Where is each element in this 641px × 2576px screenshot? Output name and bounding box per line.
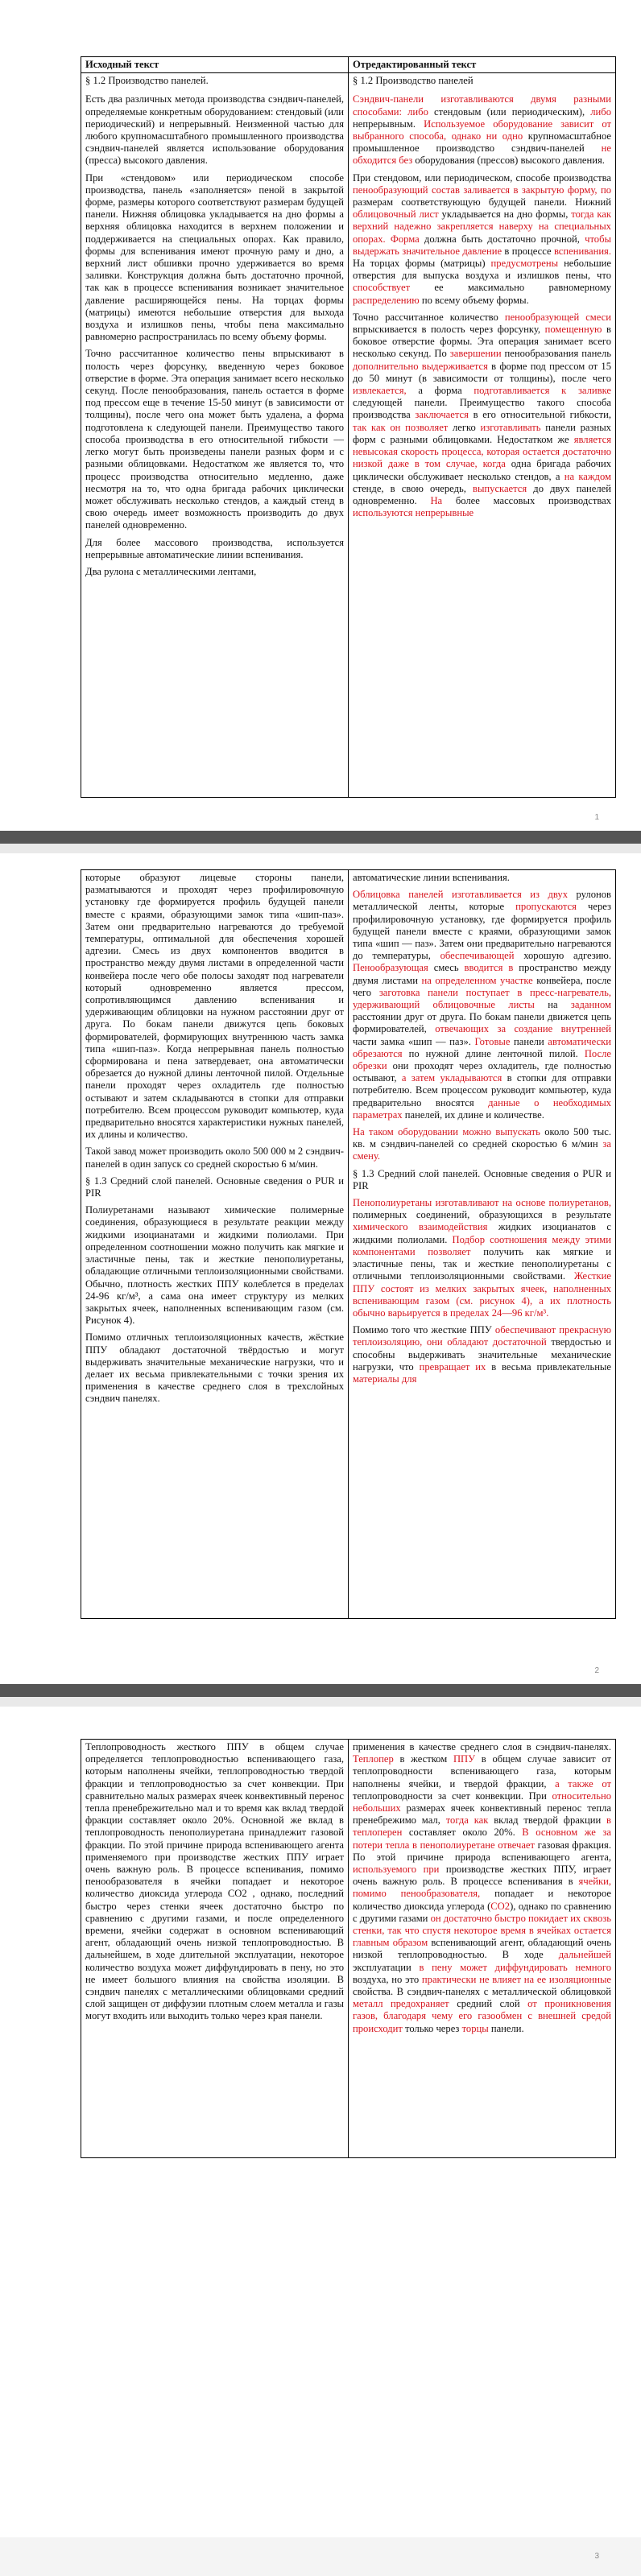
original-paragraphs	[85, 872, 344, 1406]
edited-text: заданном	[570, 999, 611, 1011]
kept-text: применения в качестве среднего слоя в сэндвич-панелях.	[353, 1741, 611, 1752]
kept-text: а форма	[418, 385, 474, 397]
paragraph	[353, 172, 611, 307]
kept-text: части замка «шип — паз».	[353, 1035, 475, 1047]
edited-text: Готовые	[474, 1035, 515, 1047]
edited-text: Пенообразующая	[353, 962, 434, 974]
kept-text: панели разных форм с разными облицовками. Недостатком же	[353, 421, 611, 445]
kept-text: жидких изоцианатов с жидкими полиолами.	[353, 1221, 611, 1245]
edited-paragraphs	[353, 93, 611, 519]
edited-text: пенополиуретане отвечает	[420, 1839, 538, 1851]
kept-text: конвейера, после чего	[353, 974, 611, 998]
paragraph: Точно рассчитанное количество пены впрыскивают в полость через форсунку, введенную через боковое отверстие в форме. Эта операция занимает всего несколько секунд. После пенообразования, панель остается в форме под прессом еще в течение 15-50 минут (в зависимости от толщины), после чего она может быть удалена, а форма подготовлена к следующей панели. Преимущество такого способа производства в его относительной гибкости — легко могут быть произведены панели разных форм и с разными облицовками. Недостатком же является то, что процесс производства относительно медленно, даже несмотря на то, что одна бригада рабочих циклически может обслуживать несколько стендов, а каждый стенд в свою очередь имеет возможность производить до двух панелей одновременно.	[85, 348, 344, 531]
kept-text: крупномасштабное промышленное производство сэндвич-панелей	[353, 130, 611, 155]
kept-text: вспенивающий агент, обладающий очень низкой теплопроводностью. В ходе	[353, 1937, 611, 1961]
kept-text: одна бригада рабочих циклически обслуживает несколько стендов, а	[353, 458, 611, 482]
kept-text: смесь	[433, 962, 465, 974]
edited-text: подготавливается к заливке	[474, 385, 611, 397]
kept-text: должна быть достаточно прочной,	[424, 233, 585, 245]
page-separator	[0, 831, 641, 844]
page-separator	[0, 1684, 641, 1697]
kept-text: получить как мягкие и эластичные пены, так и жесткие пенополиуретаны с отличными теплоизоляционными свойствами.	[353, 1245, 611, 1282]
edited-text: заливается в закрытую форму, по	[463, 184, 611, 196]
header-edited: Отредактированный текст	[349, 57, 616, 73]
paragraph	[353, 872, 611, 884]
kept-text: расстоянии друг от друга. По бокам панели движется цепь формирователей,	[353, 1011, 611, 1035]
edited-text: химического взаимодействия	[353, 1221, 498, 1233]
edited-text: является	[573, 433, 611, 445]
edited-text: за смену.	[353, 1138, 611, 1162]
edited-text: Подбор соотношения между этими компонентами позволяет	[353, 1233, 611, 1257]
kept-text: попадает и некоторое количество диоксида углерода (	[353, 1888, 611, 1912]
edited-text: выпускается	[473, 482, 534, 494]
edited-text: обеспечивающей	[440, 950, 524, 962]
kept-text: только через	[405, 2022, 462, 2034]
edited-text: надежно закрепляется наверху на специальных опорах.	[353, 221, 611, 245]
edited-text: Жесткие ППУ состоят из мелких закрытых ячеек, наполненных вспенивающим газом (см. рисунок 4), а их плотность обычно варьируется в пределах 24—96 кг/м³.	[353, 1270, 611, 1319]
edited-text: невысокая скорость процесса,	[353, 446, 487, 458]
kept-text: дно формы,	[516, 208, 572, 221]
kept-text: размерам соответствующую будущей панели. Нижний	[353, 196, 611, 208]
edited-text: ППУ	[453, 1753, 482, 1765]
edited-text: Облицовка панелей изготавливается из двух	[353, 889, 577, 901]
edited-text: либо	[590, 105, 611, 118]
page-number: 2	[594, 1666, 599, 1675]
kept-text: в жестком	[399, 1753, 453, 1765]
paragraph	[353, 1168, 611, 1192]
edited-text: остается главным образом	[353, 1925, 611, 1949]
paragraph	[353, 312, 611, 519]
kept-text: рулонов металлической ленты, которые	[353, 889, 611, 913]
paragraph	[353, 1197, 611, 1319]
kept-text: ), однако по сравнению с другими газами	[353, 1900, 611, 1924]
kept-text: стенде, в свою очередь,	[353, 482, 473, 494]
edited-text: CO	[490, 1900, 505, 1912]
edited-text: распределению	[353, 294, 422, 306]
edited-text: данные о необходимых параметрах	[353, 1096, 611, 1121]
kept-text: в боковое отверстие формы. Эта операция занимает всего несколько секунд. По	[353, 324, 611, 360]
paragraph: При «стендовом» или периодическом способе производства, панель «заполняется» пеной в закрытой форме, размеры которого соответствуют размерам будущей панели. Нижняя облицовка укладывается на дно формы а верхняя облицовка находится в верхнем положении и поддерживается на специальных опорах. Как правило, формы для вспенивания имеют прочную раму и дно, а верхний лист обшивки прочно удерживается во время заливки. Конструкция должна быть достаточно прочной, так как в процессе вспенивания возникает значительное давление расширяющейся пены. На торцах формы (матрицы) имеются небольшие отверстия для выхода воздуха и излишков пены, чтобы пена максимально равномерно распространилась по всему объему формы.	[85, 171, 344, 343]
kept-text: через профилировочную установку, где формируется профиль будущей панели вместе с краями, образующими замок типа «шип — паз». Затем они предварительно нагреваются до температуры,	[353, 901, 611, 962]
edited-text: Используемое оборудование зависит от выбранного способа, однако ни одно	[353, 118, 611, 142]
edited-text: которая остается достаточно низкой даже в том случае, когда	[353, 446, 611, 470]
kept-text: воздуха, но это	[353, 1973, 422, 1985]
kept-text: полимерных соединений, образующихся в результате	[353, 1209, 611, 1221]
kept-text: непрерывным.	[353, 118, 424, 130]
edited-text: он достаточно быстро покидает их сквозь стенки, так что спустя некоторое время в ячейках	[353, 1912, 611, 1937]
kept-text: около 500 тыс. кв. м сэндвич-панелей со средней скоростью 6 м/мин	[353, 1126, 611, 1150]
page-number: 3	[594, 2552, 599, 2561]
page-gap	[0, 844, 641, 853]
original-paragraphs	[85, 93, 344, 578]
kept-text: впрыскивается в полость через форсунку,	[353, 324, 545, 336]
edited-text: используются непрерывные	[353, 507, 474, 519]
edited-text: относительно небольших	[353, 1790, 611, 1814]
edited-text: используемого при	[353, 1864, 446, 1876]
kept-text: в общем случае зависит от теплопроводности вспенивающего газа, которым наполнены ячейки, и твердой фракции,	[353, 1753, 612, 1790]
edited-text: от проникновения газов, благодаря чему его газообмен с внешней средой происходит	[353, 1998, 611, 2034]
edited-text: На	[430, 494, 456, 506]
paragraph	[353, 1324, 611, 1385]
edited-text: облицовочный лист	[353, 208, 442, 221]
edited-text: 2	[504, 1900, 511, 1912]
edited-text: изготавливают на основе	[435, 1197, 549, 1209]
paragraph: Такой завод может производить около 500 000 м 2 сэндвич-панелей в один запуск со средней скоростью 6 м/мин.	[85, 1146, 344, 1170]
paragraph: Полиуретанами называют химические полимерные соединения, образующиеся в результате реакции между жидкими изоцианатами и жидкими полиолами. При определенном соотношении можно получить как мягкие и эластичные пены, так и жесткие пенополиуретаны, обладающие отличными теплоизоляционными свойствами. Обычно, плотность жестких ППУ колеблется в пределах 24-96 кг/м³, а сама она имеет структуру из мелких закрытых ячеек, наполненных вспенивающим газом (см. Рисунок 4).	[85, 1204, 344, 1327]
paragraph: Два рулона с металлическими лентами,	[85, 565, 257, 577]
kept-text: панели	[514, 1035, 548, 1047]
kept-text: размерах ячеек конвективный перенос тепла пренебрежимо мал,	[353, 1802, 611, 1827]
kept-text: производстве жестких ППУ, играет очень важную роль. В процессе вспенивания в	[353, 1864, 611, 1888]
edited-text: завершении	[449, 348, 505, 360]
kept-text: панели.	[490, 2022, 524, 2034]
edited-text: дальнейшей	[558, 1949, 611, 1961]
edited-text: В основном же	[522, 1827, 603, 1839]
edited-text: пенообразующей смеси	[504, 311, 612, 323]
paragraph	[353, 889, 611, 1121]
edited-text: в теплоперен	[353, 1814, 611, 1839]
kept-text: Помимо того что жесткие ППУ	[353, 1324, 495, 1336]
edited-text: На таком оборудовании можно выпускать	[353, 1126, 545, 1138]
kept-text: панелей, их длине и количестве.	[404, 1108, 544, 1121]
page-gap	[0, 1697, 641, 1707]
kept-text: твердостью и способны выдерживать значительные механические нагрузки, что	[353, 1336, 612, 1373]
edited-text: предохраняет	[391, 1998, 457, 2010]
paragraph	[353, 1741, 611, 2035]
edited-text: чтобы выдержать значительное давление	[353, 233, 611, 257]
edited-text: Сэндвич-панели	[353, 93, 441, 105]
kept-text: На торцах формы (матрицы)	[353, 258, 491, 270]
edited-text: автоматически обрезаются	[353, 1035, 611, 1059]
edited-text: состав	[431, 184, 464, 196]
page-2	[0, 853, 641, 1684]
kept-text: средний слой	[457, 1998, 528, 2010]
edited-text: вспенивания.	[553, 245, 611, 257]
edited-text: практически не влияет на ее изоляционные	[421, 1973, 612, 1985]
kept-text: укладывается на	[441, 208, 517, 221]
paragraph: Есть два различных метода производства сэндвич-панелей, определяемые конкретным оборудованием: стендовый (или периодический) и непрерывный. Неизменной частью для любого крупномасштабного промышленного производства сэндвич-панелей является использование оборудования (пресса) высокого давления.	[85, 93, 344, 167]
edited-text-cell	[349, 870, 616, 1619]
edited-text: в пену может диффундировать немного	[419, 1961, 611, 1973]
paragraph: Для более массового производства, используется непрерывные автоматические линии вспенивания.	[85, 536, 344, 560]
kept-text: При стендовом, или периодическом, способе производства	[353, 171, 611, 184]
kept-text: хорошую адгезию.	[523, 950, 611, 962]
kept-text: по нужной длине ленточной пилой.	[408, 1047, 585, 1059]
edited-text: пропускаются	[515, 901, 589, 913]
edited-paragraphs	[353, 872, 611, 1385]
kept-text: стендовым (или периодическим),	[434, 105, 591, 118]
edited-text: заключается	[415, 409, 474, 421]
paragraph	[353, 1126, 611, 1163]
kept-text: Точно рассчитанное количество	[353, 311, 505, 323]
edited-text: Пенополиуретаны	[353, 1197, 436, 1209]
edited-text: отвечающих за создание	[435, 1023, 561, 1035]
kept-text: легко	[452, 421, 481, 433]
edited-text: превращает их	[419, 1360, 492, 1373]
kept-text: в весьма привлекательные	[491, 1360, 611, 1373]
kept-text: следующей панели. Преимущество такого способа производства	[353, 397, 611, 421]
edited-text: торцы	[461, 2022, 491, 2034]
page-3	[0, 1707, 641, 2561]
edited-text: вводится в	[464, 962, 519, 974]
paragraph: Помимо отличных теплоизоляционных качеств, жёсткие ППУ обладают достаточной твёрдостью и могут выдерживать значительные механические нагрузки, что и делает их весьма привлекательными с точки зрения их применения в качестве среднего слоя в трехслойных сэндвич панелях.	[85, 1331, 344, 1405]
kept-text: оборудования (прессов) высокого давления.	[415, 155, 605, 167]
paragraph	[353, 93, 611, 167]
edited-text: помещенную	[544, 324, 607, 336]
kept-text: теплопроводности за счет конвекции. При	[353, 1790, 552, 1802]
paragraph: Теплопроводность жесткого ППУ в общем случае определяется теплопроводностью вспенивающего газа, которым наполнены ячейки, теплопроводностью твердой фракции и теплопроводностью за счет конвекции. При сравнительно малых размерах ячеек конвективный перенос тепла пренебрежительно мал и то время как вклад твердой фракции составляет около 20%. Основной же вклад в теплопроводность пенополиуретана принадлежит газовой фракции. По этой причине природа вспенивающего агента применяемого при производстве жестких ППУ играет очень важную роль. В процессе вспенивания, помимо пенообразователя в ячейки попадает и некоторое количество диоксида углерода CO2 , однако, последний быстро через стенки ячеек достаточно быстро по сравнению с другими газами, и после определенного времени, ячейки содержат в основном вспенивающий агент, обладающий очень низкой теплопроводностью. В дальнейшем, в ходе длительной эксплуатации, некоторое количество воздуха может диффундировать в пену, но это не имеет большого влияния на свойства изоляции. В сэндвич панелях с металлическими облицовками средний слой защищен от диффузии плотным слоем металла и газы могут входить или выходить только через края панели.	[85, 1741, 344, 2022]
kept-text: вклад твердой фракции	[494, 1814, 607, 1827]
edited-text: Теплопер	[353, 1753, 400, 1765]
section-title: § 1.2 Производство панелей.	[85, 75, 209, 87]
edited-text: полиуретанов,	[548, 1197, 611, 1209]
section-title: § 1.2 Производство панелей	[353, 75, 474, 87]
kept-text: свойства. В сэндвич-панелях с металлической облицовкой	[353, 1986, 611, 1998]
edited-text: ячейки, помимо пенообразователя,	[353, 1876, 611, 1900]
edited-text: пенообразующий	[353, 184, 432, 196]
paragraph: § 1.3 Средний слой панелей. Основные сведения о PUR и PIR	[85, 1174, 344, 1199]
original-text-cell	[81, 73, 349, 798]
original-paragraphs	[85, 1741, 344, 2023]
kept-text: в стопки для отправки потребителю. Всем процессом руководит компьютер, куда предварительно вносятся	[353, 1072, 611, 1108]
edited-paragraphs	[353, 1741, 611, 2035]
edited-text: После обрезки	[353, 1047, 611, 1072]
kept-text: в процессе	[504, 245, 554, 257]
kept-text: пенообразования панель	[504, 348, 611, 360]
original-text-cell	[81, 870, 349, 1619]
edited-text: за потери тепла в	[353, 1827, 611, 1851]
comparison-table-1	[81, 56, 616, 798]
page-number: 1	[594, 813, 599, 822]
edited-text: изготавливаются двумя разными способами: либо	[353, 93, 611, 118]
kept-text: ее максимально равномерному	[434, 282, 612, 294]
edited-text-cell	[349, 1740, 616, 2158]
edited-text: материалы для	[353, 1373, 417, 1385]
edited-text-cell	[349, 73, 616, 798]
edited-text: не обходится без	[353, 142, 611, 167]
kept-text: более массовых производствах	[455, 494, 611, 506]
kept-text: в его относительной гибкости,	[473, 409, 611, 421]
edited-text: способствует	[353, 282, 435, 294]
kept-text: автоматические линии вспенивания.	[353, 872, 510, 883]
edited-text: внутренней	[560, 1023, 611, 1035]
edited-text: изготавливать	[480, 421, 546, 433]
edited-text: тогда как	[445, 1814, 494, 1827]
edited-text: предусмотрены	[490, 258, 564, 270]
kept-text: в форме под прессом от 15 до 50 минут (в зависимости от толщины), после чего	[353, 360, 611, 384]
edited-text: на определенном участке	[421, 974, 537, 986]
header-original: Исходный текст	[81, 57, 349, 73]
paragraph: которые образуют лицевые стороны панели, разматываются и проходят через профилировочную установку где формируется профиль будущей панели вместе с краями, образующими замок типа «шип-паз». Затем они предварительно нагреваются до требуемой температуры, оптимальной для обеспечения хорошей адгезии. Смесь из двух компонентов вводится в пространство между двумя листами в определенной части конвейера после чего обе полосы заходят под нагреватели который одновременно является прессом, сопротивляющимся давлению вспенивания и удерживающим облицовки на нужном расстоянии друг от друга. По бокам панели движутся цепь боковых формирователей, формирующих внутреннюю часть замка типа «шип-паз». Когда непрерывная панель полностью сформирована и пена затвердевает, она автоматически обрезается до нужной длины ленточной пилой. Отдельные панели проходят через охладитель где полностью остывают и затем складываются в стопки для отправки потребителю. Всем процессом руководит компьютер, куда предварительно вносятся характеристики нужных панелей, их длины и количество.	[85, 872, 344, 1141]
kept-text: они проходят через охладитель, где полностью остывают,	[353, 1060, 611, 1084]
comparison-table-3	[81, 1739, 616, 2158]
kept-text: газовая фракция. По этой причине природа вспенивающего агента,	[353, 1839, 611, 1863]
kept-text: по всему объему формы.	[421, 294, 529, 306]
kept-text: пространство между двумя листами	[353, 962, 611, 986]
edited-text: а также от	[555, 1777, 611, 1790]
edited-text: металл	[353, 1998, 391, 2010]
kept-text: § 1.3 Средний слой панелей. Основные сведения о PUR и PIR	[353, 1167, 611, 1191]
page-1	[0, 0, 641, 831]
kept-text: на	[548, 999, 571, 1011]
edited-text: а затем укладываются	[401, 1072, 507, 1084]
edited-text: обеспечивают прекрасную теплоизоляцию, они обладают достаточной	[353, 1324, 611, 1348]
kept-text: небольшие отверстия для выпуска воздуха и излишков пены, что	[353, 258, 611, 282]
original-text-cell	[81, 1740, 349, 2158]
edited-text: так как он позволяет	[353, 421, 453, 433]
comparison-table-2	[81, 869, 616, 1619]
edited-text: Форма	[390, 233, 424, 245]
kept-text: эксплуатации	[353, 1961, 420, 1973]
edited-text: тогда как верхний	[353, 208, 611, 233]
edited-text: на каждом	[564, 470, 611, 482]
kept-text: составляет около 20%.	[408, 1827, 523, 1839]
kept-text: до двух панелей одновременно.	[353, 482, 611, 506]
edited-text: дополнительно выдерживается	[353, 360, 492, 372]
edited-text: извлекается,	[353, 385, 419, 397]
edited-text: заготовка панели поступает в пресс-нагреватель, удерживающий облицовочные листы	[353, 986, 611, 1011]
